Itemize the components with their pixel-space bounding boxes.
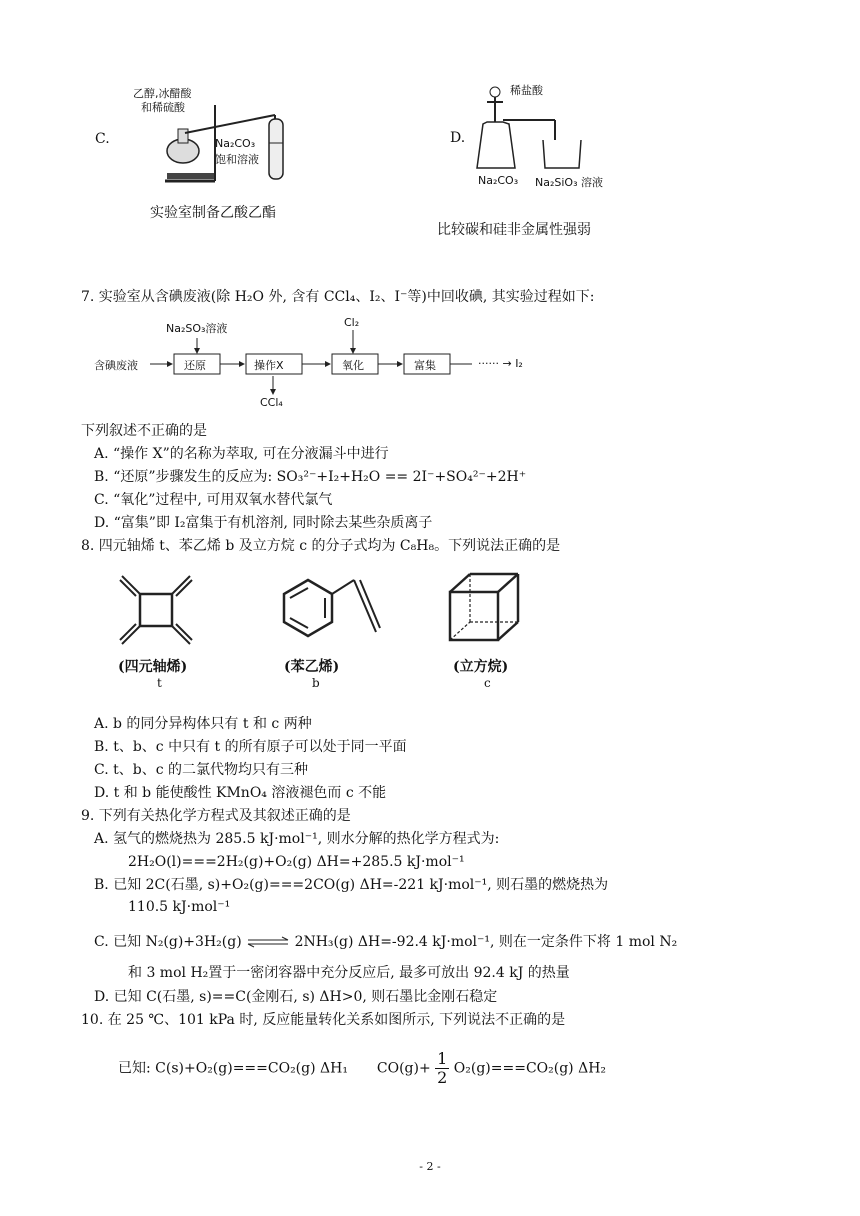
q8-option-a: A. b 的同分异构体只有 t 和 c 两种	[94, 716, 312, 732]
figure-c	[95, 85, 315, 195]
equilibrium-arrows-icon	[246, 936, 290, 948]
q8-stem: 8. 四元轴烯 t、苯乙烯 b 及立方烷 c 的分子式均为 C₈H₈。下列说法正确的是	[81, 538, 561, 554]
caption-d: 比较碳和硅非金属性强弱	[437, 222, 591, 238]
option-letter-d: D.	[450, 130, 466, 146]
q9-option-c-line2: 和 3 mol H₂置于一密闭容器中充分反应后, 最多可放出 92.4 kJ 的热量	[128, 965, 570, 981]
fraction-half	[435, 1050, 449, 1087]
page-number: - 2 -	[419, 1160, 441, 1173]
flowchart-arrows	[92, 316, 542, 408]
label-id-t: t	[157, 676, 162, 690]
q9-option-d: D. 已知 C(石墨, s)==C(金刚石, s) ΔH>0, 则石墨比金刚石稳定	[94, 989, 498, 1005]
carbon-silicon-apparatus-drawing	[475, 82, 645, 177]
label-saturated: 饱和溶液	[215, 153, 259, 166]
fraction-numerator: 1	[437, 1049, 448, 1068]
q9-option-c-line1	[94, 932, 677, 952]
fraction-denominator: 2	[437, 1068, 448, 1087]
q7-option-a: A. “操作 X”的名称为萃取, 可在分液漏斗中进行	[94, 446, 389, 462]
flow-reagent-cl2: Cl₂	[344, 316, 360, 329]
flow-input: 含碘废液	[94, 359, 138, 372]
label-hcl: 稀盐酸	[510, 84, 543, 97]
q7-lead: 下列叙述不正确的是	[81, 423, 207, 439]
q10-equation-2-pre: CO(g)+	[376, 1060, 431, 1077]
q10-equation-2-post: O₂(g)===CO₂(g) ΔH₂	[453, 1060, 607, 1077]
q7-flowchart	[92, 316, 542, 408]
label-mol-c: (立方烷)	[453, 659, 509, 675]
label-mol-b: (苯乙烯)	[284, 659, 340, 675]
caption-c: 实验室制备乙酸乙酯	[150, 205, 276, 221]
q8-option-c: C. t、b、c 的二氯代物均只有三种	[94, 762, 308, 778]
q9-stem: 9. 下列有关热化学方程式及其叙述正确的是	[81, 808, 351, 824]
label-na2co3-d: Na₂CO₃	[478, 174, 519, 187]
label-na2co3: Na₂CO₃	[215, 137, 256, 150]
q10-known	[118, 1050, 606, 1087]
label-ethanol: 乙醇,冰醋酸	[133, 87, 192, 100]
label-mol-t: (四元轴烯)	[118, 659, 188, 675]
q7-option-c: C. “氧化”过程中, 可用双氧水替代氯气	[94, 492, 333, 508]
q9-c-products: 2NH₃(g) ΔH=-92.4 kJ·mol⁻¹, 则在一定条件下将 1 mol N₂	[294, 934, 678, 950]
q9-option-a-line1: A. 氢气的燃烧热为 285.5 kJ·mol⁻¹, 则水分解的热化学方程式为:	[94, 831, 500, 847]
q9-option-a-line2: 2H₂O(l)===2H₂(g)+O₂(g) ΔH=+285.5 kJ·mol⁻¹	[128, 854, 465, 870]
flow-end: ······ → I₂	[478, 357, 523, 370]
label-id-b: b	[312, 676, 320, 690]
label-id-c: c	[484, 676, 491, 690]
q8-option-b: B. t、b、c 中只有 t 的所有原子可以处于同一平面	[94, 739, 407, 755]
q7-stem: 7. 实验室从含碘废液(除 H₂O 外, 含有 CCl₄、I₂、I⁻等)中回收碘, 其实验过程如下:	[81, 289, 595, 305]
q9-option-b-line1: B. 已知 2C(石墨, s)+O₂(g)===2CO(g) ΔH=-221 kJ·mol⁻¹, 则石墨的燃烧热为	[94, 877, 609, 893]
option-letter-c: C.	[95, 131, 110, 147]
q9-c-reactants: C. 已知 N₂(g)+3H₂(g)	[94, 934, 242, 950]
flow-reagent-na2so3: Na₂SO₃溶液	[166, 322, 228, 335]
q8-molecules	[110, 566, 550, 694]
label-acid: 和稀硫酸	[141, 101, 185, 114]
flow-step-x: 操作X	[254, 359, 284, 372]
q7-option-b: B. “还原”步骤发生的反应为: SO₃²⁻+I₂+H₂O == 2I⁻+SO₄²⁻+2H⁺	[94, 469, 527, 485]
flow-step-enrich: 富集	[414, 359, 436, 372]
q7-option-d: D. “富集”即 I₂富集于有机溶剂, 同时除去某些杂质离子	[94, 515, 433, 531]
flow-step-reduce: 还原	[184, 359, 206, 372]
label-na2sio3: Na₂SiO₃ 溶液	[535, 176, 603, 189]
q8-option-d: D. t 和 b 能使酸性 KMnO₄ 溶液褪色而 c 不能	[94, 785, 387, 801]
flow-step-oxidize: 氧化	[342, 359, 364, 372]
q9-option-b-line2: 110.5 kJ·mol⁻¹	[128, 899, 231, 915]
molecule-structures	[110, 566, 550, 656]
q10-equation-1: 已知: C(s)+O₂(g)===CO₂(g) ΔH₁	[118, 1060, 348, 1077]
figure-d	[445, 82, 645, 192]
q10-stem: 10. 在 25 ℃、101 kPa 时, 反应能量转化关系如图所示, 下列说法不正确的是	[81, 1012, 566, 1028]
flow-reagent-ccl4: CCl₄	[260, 396, 283, 409]
